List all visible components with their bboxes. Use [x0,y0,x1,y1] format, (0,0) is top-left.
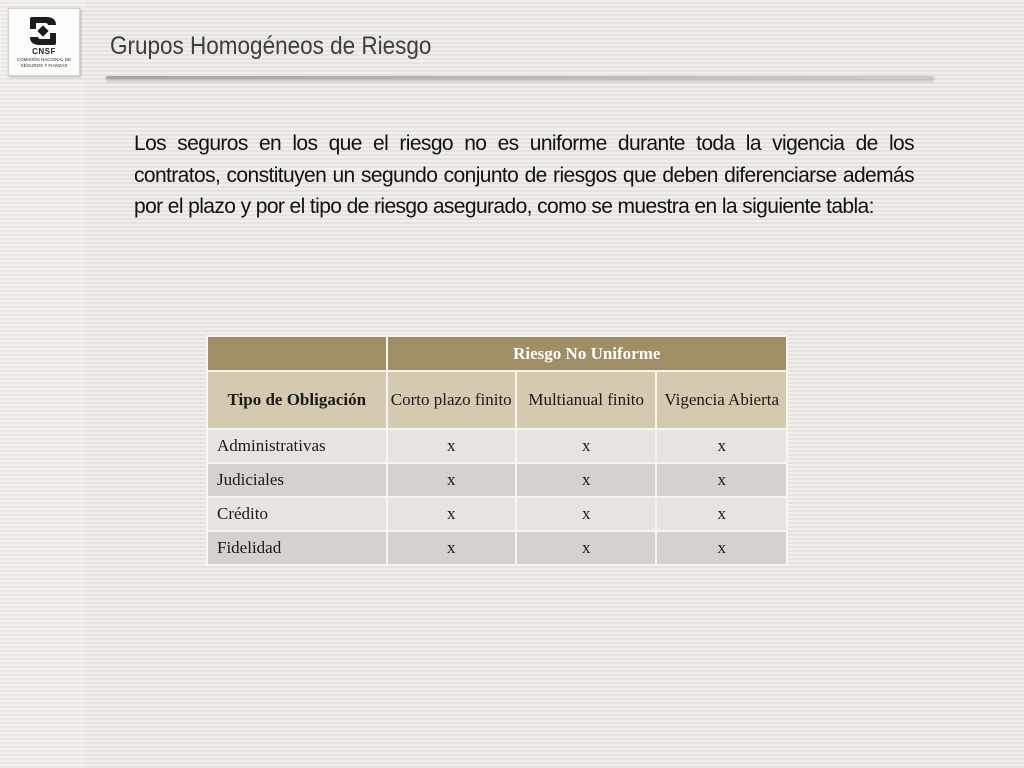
table-cell: x [387,497,516,531]
row-label-cell: Administrativas [207,429,387,463]
intro-paragraph: Los seguros en los que el riesgo no es uniforme durante toda la vigencia de los contratos, constituyen un segundo conjunto de riesgos que deben diferenciarse además por el plazo y por el tipo de riesgo asegurado, como se muestra en la siguiente tabla: [134,132,914,218]
table-cell: x [656,429,787,463]
table-cell: x [656,497,787,531]
table-group-header-row [207,336,787,371]
table-cell: x [656,463,787,497]
table-cell: x [516,497,657,531]
title-underline-divider [106,76,934,79]
logo-acronym: CNSF [32,47,56,56]
table-cell: x [387,531,516,565]
row-label-cell: Judiciales [207,463,387,497]
table-column-header-row [207,371,787,429]
column-header-cell: Vigencia Abierta [656,371,787,429]
row-label-cell: Fidelidad [207,531,387,565]
column-header-cell: Corto plazo finito [387,371,516,429]
table-row [207,463,787,497]
table-cell: x [656,531,787,565]
table-corner-cell [207,336,387,371]
risk-table [206,335,788,566]
table-cell: x [516,463,657,497]
left-decorative-strip [0,0,85,768]
cnsf-emblem-icon [26,15,60,47]
table-row [207,497,787,531]
logo-subtitle-line1: COMISIÓN NACIONAL DE [16,57,72,62]
table-cell: x [387,429,516,463]
row-label-cell: Crédito [207,497,387,531]
row-header-cell: Tipo de Obligación [207,371,387,429]
page-title: Grupos Homogéneos de Riesgo [110,32,432,60]
table-row [207,429,787,463]
logo-subtitle-line2: SEGUROS Y FIANZAS [20,63,68,68]
group-header-cell: Riesgo No Uniforme [387,336,787,371]
table-cell: x [516,531,657,565]
table-row [207,531,787,565]
cnsf-logo [8,8,80,76]
table-cell: x [516,429,657,463]
column-header-cell: Multianual finito [516,371,657,429]
table-cell: x [387,463,516,497]
